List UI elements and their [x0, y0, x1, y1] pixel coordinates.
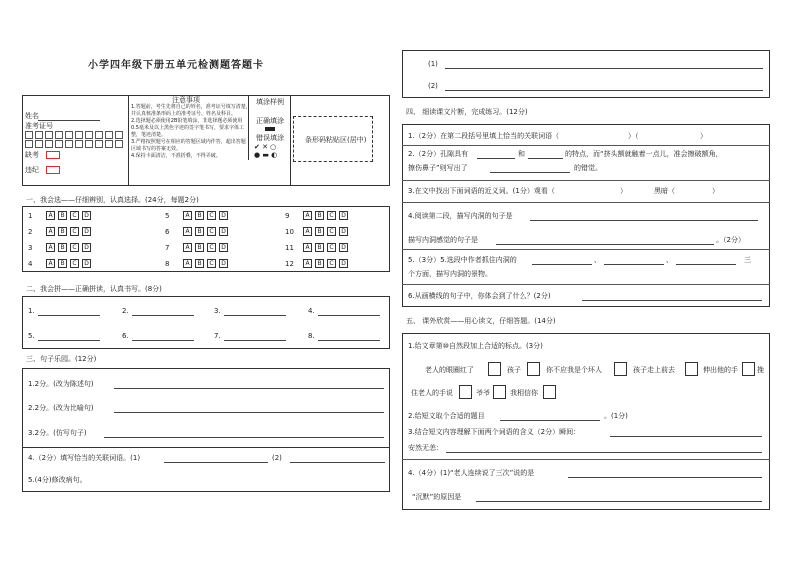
s3-q2: 2.2分。(改为比喻句) — [28, 404, 94, 412]
mcq-option-b[interactable]: B — [195, 227, 204, 236]
pinyin-number: 3. — [214, 307, 221, 315]
s4-q1-close: ）（ — [628, 132, 639, 140]
pinyin-number: 7. — [214, 332, 221, 340]
note-line: 3.严格按照题号在相应的答题区域内作答，超出答题 — [131, 139, 246, 145]
correct-fill-mark — [265, 127, 275, 131]
violation-checkbox[interactable] — [46, 166, 60, 174]
s5-q3: 3.结合短文内容理解下面两个词语的含义（2分）瞬间： — [408, 428, 581, 436]
s5-q4: 4.（4分）(1)“老人连续说了三次”说的是 — [408, 469, 535, 477]
s4-q6: 6.从画横线的句子中，你体会到了什么？(2分) — [408, 292, 551, 300]
rt-l2-line[interactable] — [445, 90, 763, 91]
mcq-question-number: 5 — [165, 212, 170, 220]
s3-q2-line[interactable] — [114, 412, 384, 413]
mcq-option-a[interactable]: A — [183, 243, 192, 252]
s4-q4c: 。（2分） — [716, 236, 745, 244]
rt-l1: (1) — [428, 60, 438, 68]
mcq-option-c[interactable]: C — [70, 227, 79, 236]
s4-q2d: 擦伤鼻子”则写出了 — [408, 164, 468, 172]
pinyin-answer-line[interactable] — [224, 315, 286, 316]
s4-q4-line1[interactable] — [530, 220, 758, 221]
s5-q4-line[interactable] — [568, 477, 762, 478]
absent-checkbox[interactable] — [46, 151, 60, 159]
s4-q4-line2[interactable] — [496, 244, 714, 245]
s5-line2-seg2: 我相信你 — [510, 389, 538, 397]
mcq-question-number: 1 — [28, 212, 33, 220]
mcq-option-a[interactable]: A — [183, 259, 192, 268]
mcq-option-d[interactable]: D — [339, 243, 348, 252]
mcq-question-number: 3 — [28, 244, 33, 252]
mcq-option-b[interactable]: B — [58, 259, 67, 268]
mcq-option-a[interactable]: A — [46, 259, 55, 268]
mcq-option-a[interactable]: A — [303, 243, 312, 252]
mcq-question-number: 6 — [165, 228, 170, 236]
pinyin-answer-line[interactable] — [224, 340, 286, 341]
mcq-question-number: 7 — [165, 244, 170, 252]
mcq-option-d[interactable]: D — [219, 227, 228, 236]
section3-heading: 三、句子乐园。(12分) — [26, 355, 97, 363]
mcq-option-a[interactable]: A — [46, 227, 55, 236]
mcq-option-b[interactable]: B — [58, 211, 67, 220]
s4-q2-blank3[interactable] — [490, 172, 570, 173]
s5-line2-seg0: 住老人的手说 — [411, 389, 453, 397]
s5-q3-line[interactable] — [610, 436, 762, 437]
s4-q2c: 的特点，而“挤头额就触着一点儿，准会擦破额角， — [565, 150, 723, 158]
mcq-option-d[interactable]: D — [339, 211, 348, 220]
mcq-question-number: 4 — [28, 260, 33, 268]
s5-q2b: 。(1分) — [604, 412, 628, 420]
mcq-option-c[interactable]: C — [327, 211, 336, 220]
section5-box — [402, 333, 770, 510]
mcq-question-number: 8 — [165, 260, 170, 268]
mcq-option-a[interactable]: A — [183, 211, 192, 220]
s4-div-5 — [402, 284, 770, 285]
mcq-option-a[interactable]: A — [303, 227, 312, 236]
mcq-option-a[interactable]: A — [46, 243, 55, 252]
s5-line1-seg4: 伸出他的手 — [703, 366, 738, 374]
mcq-option-c[interactable]: C — [207, 227, 216, 236]
s4-q2-blank1[interactable] — [477, 158, 515, 159]
s4-q3d: ） — [712, 187, 719, 195]
s5-line1-seg5: 挽 — [757, 366, 764, 374]
punct-blank[interactable] — [543, 385, 556, 399]
s5-q3b-line[interactable] — [446, 452, 762, 453]
mcq-option-a[interactable]: A — [303, 259, 312, 268]
mcq-option-c[interactable]: C — [207, 259, 216, 268]
header-divider-1 — [128, 95, 129, 186]
mcq-option-c[interactable]: C — [327, 243, 336, 252]
note-line: 整，笔迹清楚。 — [131, 132, 167, 138]
s4-q3a: 3.在文中找出下面词语的近义词。(1分）观看（ — [408, 187, 555, 195]
exam-no-label: 准考证号 — [25, 122, 53, 130]
s4-q5b: 、 — [594, 256, 601, 264]
mcq-option-a[interactable]: A — [303, 211, 312, 220]
s4-q6-line[interactable] — [582, 300, 762, 301]
mcq-option-d[interactable]: D — [219, 243, 228, 252]
mcq-option-b[interactable]: B — [315, 211, 324, 220]
s4-q2-blank2[interactable] — [528, 158, 563, 159]
note-line: 区域书写的答案无效。 — [131, 146, 182, 152]
mcq-option-c[interactable]: C — [70, 243, 79, 252]
mcq-question-number: 12 — [285, 260, 294, 268]
violation-label: 违纪 — [25, 166, 39, 174]
s3-q4-line2[interactable] — [290, 462, 385, 463]
correct-fill-label: 正确填涂 — [256, 117, 284, 125]
s4-div-1 — [402, 145, 770, 146]
s3-q3-line[interactable] — [104, 437, 384, 438]
s4-q5c: 、 — [666, 256, 673, 264]
s4-q5e: 个方面，描写内洞的景物。 — [408, 270, 492, 278]
name-label: 姓名 — [25, 112, 39, 120]
punct-blank[interactable] — [493, 385, 506, 399]
punct-blank[interactable] — [742, 362, 755, 376]
rt-l2: (2) — [428, 82, 438, 90]
s4-div-2 — [402, 180, 770, 181]
s5-line1-seg2: 你不应我是个坏人 — [546, 366, 602, 374]
name-field[interactable] — [38, 120, 100, 121]
punct-blank[interactable] — [459, 385, 472, 399]
mcq-option-d[interactable]: D — [82, 243, 91, 252]
mcq-option-b[interactable]: B — [58, 227, 67, 236]
mcq-option-c[interactable]: C — [327, 259, 336, 268]
barcode-label: 条形码粘贴区(居中) — [305, 136, 367, 144]
note-line: 并认真核准条形码上的准考证号、姓名及科目。 — [131, 111, 237, 117]
absent-label: 缺考 — [25, 151, 39, 159]
mcq-option-d[interactable]: D — [82, 227, 91, 236]
mcq-option-b[interactable]: B — [195, 259, 204, 268]
s4-q3c: 黑暗（ — [654, 187, 675, 195]
s3-q3: 3.2分。(仿写句子) — [28, 429, 87, 437]
mcq-option-c[interactable]: C — [70, 259, 79, 268]
s4-q1-end: ） — [700, 132, 707, 140]
mcq-question-number: 9 — [285, 212, 290, 220]
exam-no-grid[interactable] — [25, 131, 125, 149]
pinyin-answer-line[interactable] — [318, 340, 380, 341]
mcq-option-d[interactable]: D — [339, 259, 348, 268]
s4-q2a: 2.（2分）孔隙具有 — [408, 150, 469, 158]
page-title: 小学四年级下册五单元检测题答题卡 — [88, 60, 264, 71]
punct-blank[interactable] — [488, 362, 501, 376]
pinyin-number: 1. — [28, 307, 35, 315]
s5-q4b: “沉默”的原因是 — [412, 493, 462, 501]
s4-div-3 — [402, 202, 770, 203]
note-line: 2.选择题必须使用2B铅笔填涂，非选择题必须使用 — [131, 118, 243, 124]
s5-line1-seg0: 老人的眼圈红了 — [425, 366, 474, 374]
pinyin-number: 8. — [308, 332, 315, 340]
s4-q2e: 的错觉。 — [574, 164, 602, 172]
s5-line2-seg1: 爷爷 — [476, 389, 490, 397]
rt-l1-line[interactable] — [445, 68, 763, 69]
wrong-fill-label: 错误填涂 — [256, 134, 284, 142]
s5-line1-seg3: 孩子走上前去 — [633, 366, 675, 374]
s3-q4-2: (2) — [272, 454, 282, 462]
s4-q3b: ） — [620, 187, 627, 195]
s3-q4: 4.（2分）填写恰当的关联词语。(1) — [28, 454, 141, 462]
mcq-option-d[interactable]: D — [82, 211, 91, 220]
s5-q2-line[interactable] — [500, 420, 600, 421]
pinyin-answer-line[interactable] — [38, 340, 100, 341]
mcq-option-d[interactable]: D — [219, 259, 228, 268]
mcq-question-number: 10 — [285, 228, 294, 236]
mcq-option-a[interactable]: A — [46, 211, 55, 220]
s4-q4a: 4.阅读第二段，描写内洞的句子是 — [408, 212, 513, 220]
mcq-option-b[interactable]: B — [195, 211, 204, 220]
notes-title: 注意事项 — [172, 96, 200, 104]
punct-blank[interactable] — [527, 362, 540, 376]
mcq-option-c[interactable]: C — [207, 243, 216, 252]
note-line: 4.保持卡面清洁，不准折叠，不得弄破。 — [131, 153, 221, 159]
mcq-option-d[interactable]: D — [339, 227, 348, 236]
s5-line1-seg1: 孩子 — [507, 366, 521, 374]
mcq-option-c[interactable]: C — [70, 211, 79, 220]
s5-divider — [402, 459, 770, 460]
wrong-fill-marks: ✔ ✕ ○ — [254, 143, 277, 151]
s5-q3b: 安然无恙： — [408, 444, 443, 452]
pinyin-number: 2. — [122, 307, 129, 315]
section2-box — [22, 296, 390, 349]
mcq-option-d[interactable]: D — [82, 259, 91, 268]
mcq-option-b[interactable]: B — [195, 243, 204, 252]
pinyin-number: 6. — [122, 332, 129, 340]
mcq-option-b[interactable]: B — [58, 243, 67, 252]
s5-q1: 1.给文章第⑩自然段加上合适的标点。(3分) — [408, 342, 543, 350]
section5-heading: 五、 课外欣赏——用心读文，仔细答题。(14分) — [406, 317, 556, 325]
section4-heading: 四、 细读课文片断，完成练习。(12分) — [406, 108, 528, 116]
mcq-option-c[interactable]: C — [327, 227, 336, 236]
s5-q4b-line[interactable] — [476, 501, 762, 502]
punct-blank[interactable] — [685, 362, 698, 376]
s4-q5a: 5.（3分）5.选段中作者抓住内洞的 — [408, 256, 517, 264]
wrong-fill-marks-2: ● ▬ ◐ — [254, 151, 278, 159]
s3-q1-line[interactable] — [114, 388, 384, 389]
pinyin-answer-line[interactable] — [38, 315, 100, 316]
s5-q2: 2.给短文取个合适的题目 — [408, 412, 485, 420]
s4-q5-blank3[interactable] — [676, 264, 736, 265]
s4-q5-blank2[interactable] — [604, 264, 664, 265]
s3-q4-line1[interactable] — [164, 462, 268, 463]
s4-q4b: 描写内洞感觉的句子是 — [408, 236, 478, 244]
s4-q5-blank1[interactable] — [532, 264, 592, 265]
mcq-option-c[interactable]: C — [207, 211, 216, 220]
s4-q2b: 和 — [518, 150, 525, 158]
mcq-question-number: 11 — [285, 244, 294, 252]
note-line: 1.答题前，考生先将自己的姓名，准考证号填写清楚， — [131, 104, 251, 110]
note-line: 0.5毫米及以上黑色字迹的签字笔书写，要求字体工 — [131, 125, 244, 131]
section2-heading: 二、我会拼——正确拼读，认真书写。(8分) — [26, 285, 162, 293]
punct-blank[interactable] — [614, 362, 627, 376]
mcq-option-b[interactable]: B — [315, 259, 324, 268]
section1-heading: 一、我会选——仔细辨别，认真选择。(24分，每题2分) — [26, 196, 199, 204]
pinyin-answer-line[interactable] — [132, 340, 194, 341]
s3-q1: 1.2分。(改为陈述句) — [28, 380, 94, 388]
pinyin-number: 4. — [308, 307, 315, 315]
pinyin-answer-line[interactable] — [318, 315, 380, 316]
mcq-option-d[interactable]: D — [219, 211, 228, 220]
s4-q1: 1.（2分）在第二段括号里填上恰当的关联词语（ — [408, 132, 560, 140]
mcq-question-number: 2 — [28, 228, 33, 236]
pinyin-number: 5. — [28, 332, 35, 340]
fill-example-label: 填涂样例 — [256, 98, 284, 106]
s3-divider — [22, 447, 390, 448]
pinyin-answer-line[interactable] — [132, 315, 194, 316]
mcq-option-b[interactable]: B — [315, 243, 324, 252]
mcq-option-b[interactable]: B — [315, 227, 324, 236]
header-divider-3 — [290, 95, 291, 186]
mcq-option-a[interactable]: A — [183, 227, 192, 236]
s4-q5d: 三 — [744, 256, 751, 264]
s4-div-4 — [402, 249, 770, 250]
s3-q5: 5.(4分)修改病句。 — [28, 476, 87, 484]
